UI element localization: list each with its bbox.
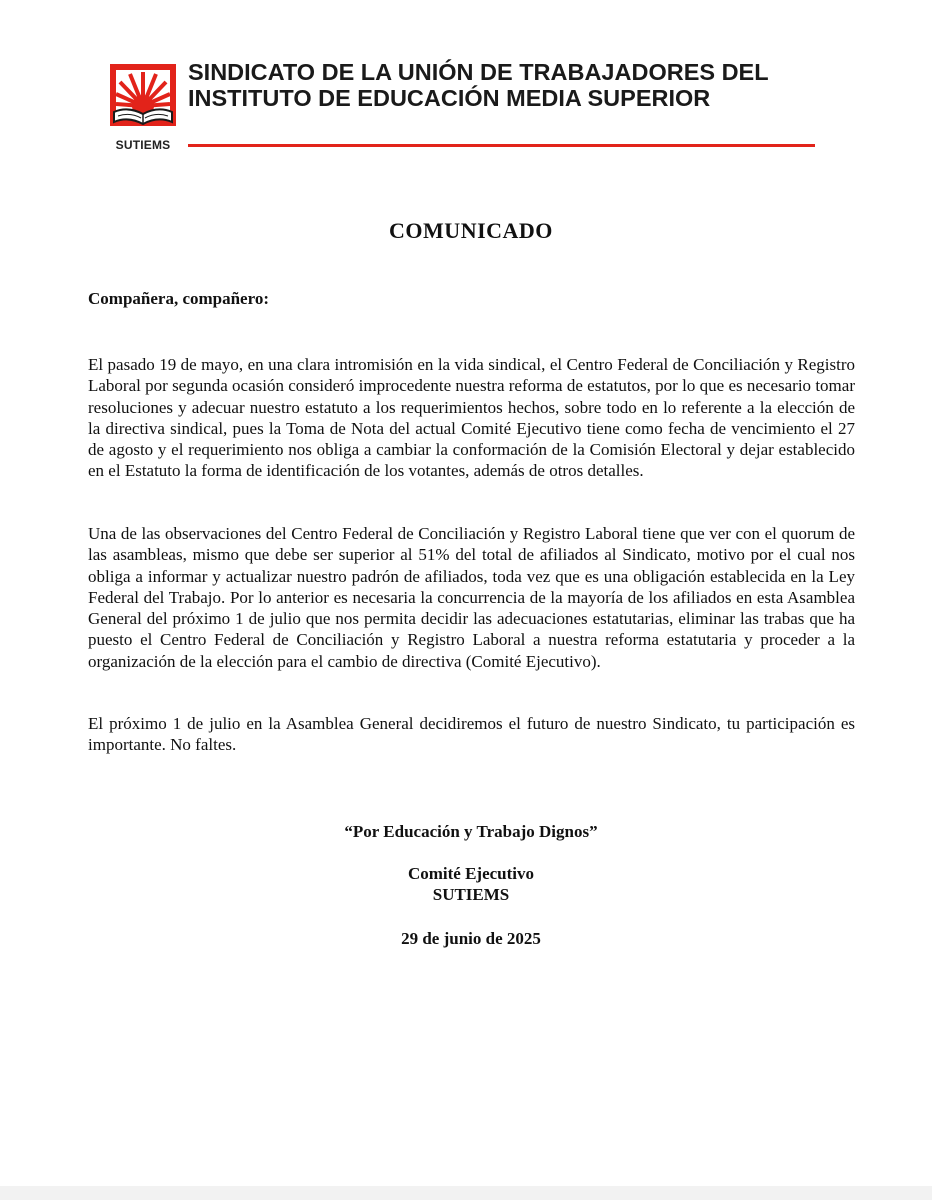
rising-sun-book-icon (108, 62, 178, 136)
sutiems-logo (108, 62, 178, 152)
signatory-org: SUTIEMS (432, 885, 510, 904)
document-title: COMUNICADO (389, 218, 553, 243)
greeting: Compañera, compañero: (88, 289, 269, 308)
letterhead (108, 56, 818, 156)
document-date: 29 de junio de 2025 (401, 929, 541, 948)
logo-label: SUTIEMS (115, 138, 171, 152)
signatory: Comité Ejecutivo (407, 864, 535, 883)
organization-name (188, 59, 828, 111)
paragraph-1: El pasado 19 de mayo, en una clara intromisión en la vida sindical, el Centro Federal de Conciliación y Registro Laboral por segunda ocasión consideró improcedente nuestra reforma de estatutos, por lo que es necesario tomar resoluciones y adecuar nuestro estatuto a los requerimientos hechos, sobre todo en lo referente a la elección de la directiva sindical, pues la Toma de Nota del actual Comité Ejecutivo tiene como fecha de vencimiento el 27 de agosto y el requerimiento nos obliga a cambiar la conformación de la Comisión Electoral y dejar establecido en el Estatuto la forma de identificación de los votantes, además de otros detalles. (88, 355, 855, 481)
page-bottom-edge (0, 1186, 932, 1200)
paragraph-3: El próximo 1 de julio en la Asamblea General decidiremos el futuro de nuestro Sindicato, tu participación es importante. No faltes. (88, 714, 855, 755)
header-divider (188, 144, 815, 147)
paragraph-2: Una de las observaciones del Centro Federal de Conciliación y Registro Laboral tiene que ver con el quorum de las asambleas, mismo que debe ser superior al 51% del total de afiliados al Sindicato, motivo por el cual nos obliga a informar y actualizar nuestro padrón de afiliados, toda vez que es una obligación establecida en la Ley Federal del Trabajo. Por lo anterior es necesaria la concurrencia de la mayoría de los afiliados en esta Asamblea General del próximo 1 de julio que nos permita decidir las adecuaciones estatutarias, eliminar las trabas que ha puesto el Centro Federal de Conciliación y Registro Laboral a nuestra reforma estatutaria y proceder a la organización de la elección para el cambio de directiva (Comité Ejecutivo). (88, 524, 855, 671)
org-name-line-2: INSTITUTO DE EDUCACIÓN MEDIA SUPERIOR (188, 85, 711, 111)
org-name-line-1: SINDICATO DE LA UNIÓN DE TRABAJADORES DEL (188, 59, 769, 85)
motto: “Por Educación y Trabajo Dignos” (344, 822, 598, 841)
